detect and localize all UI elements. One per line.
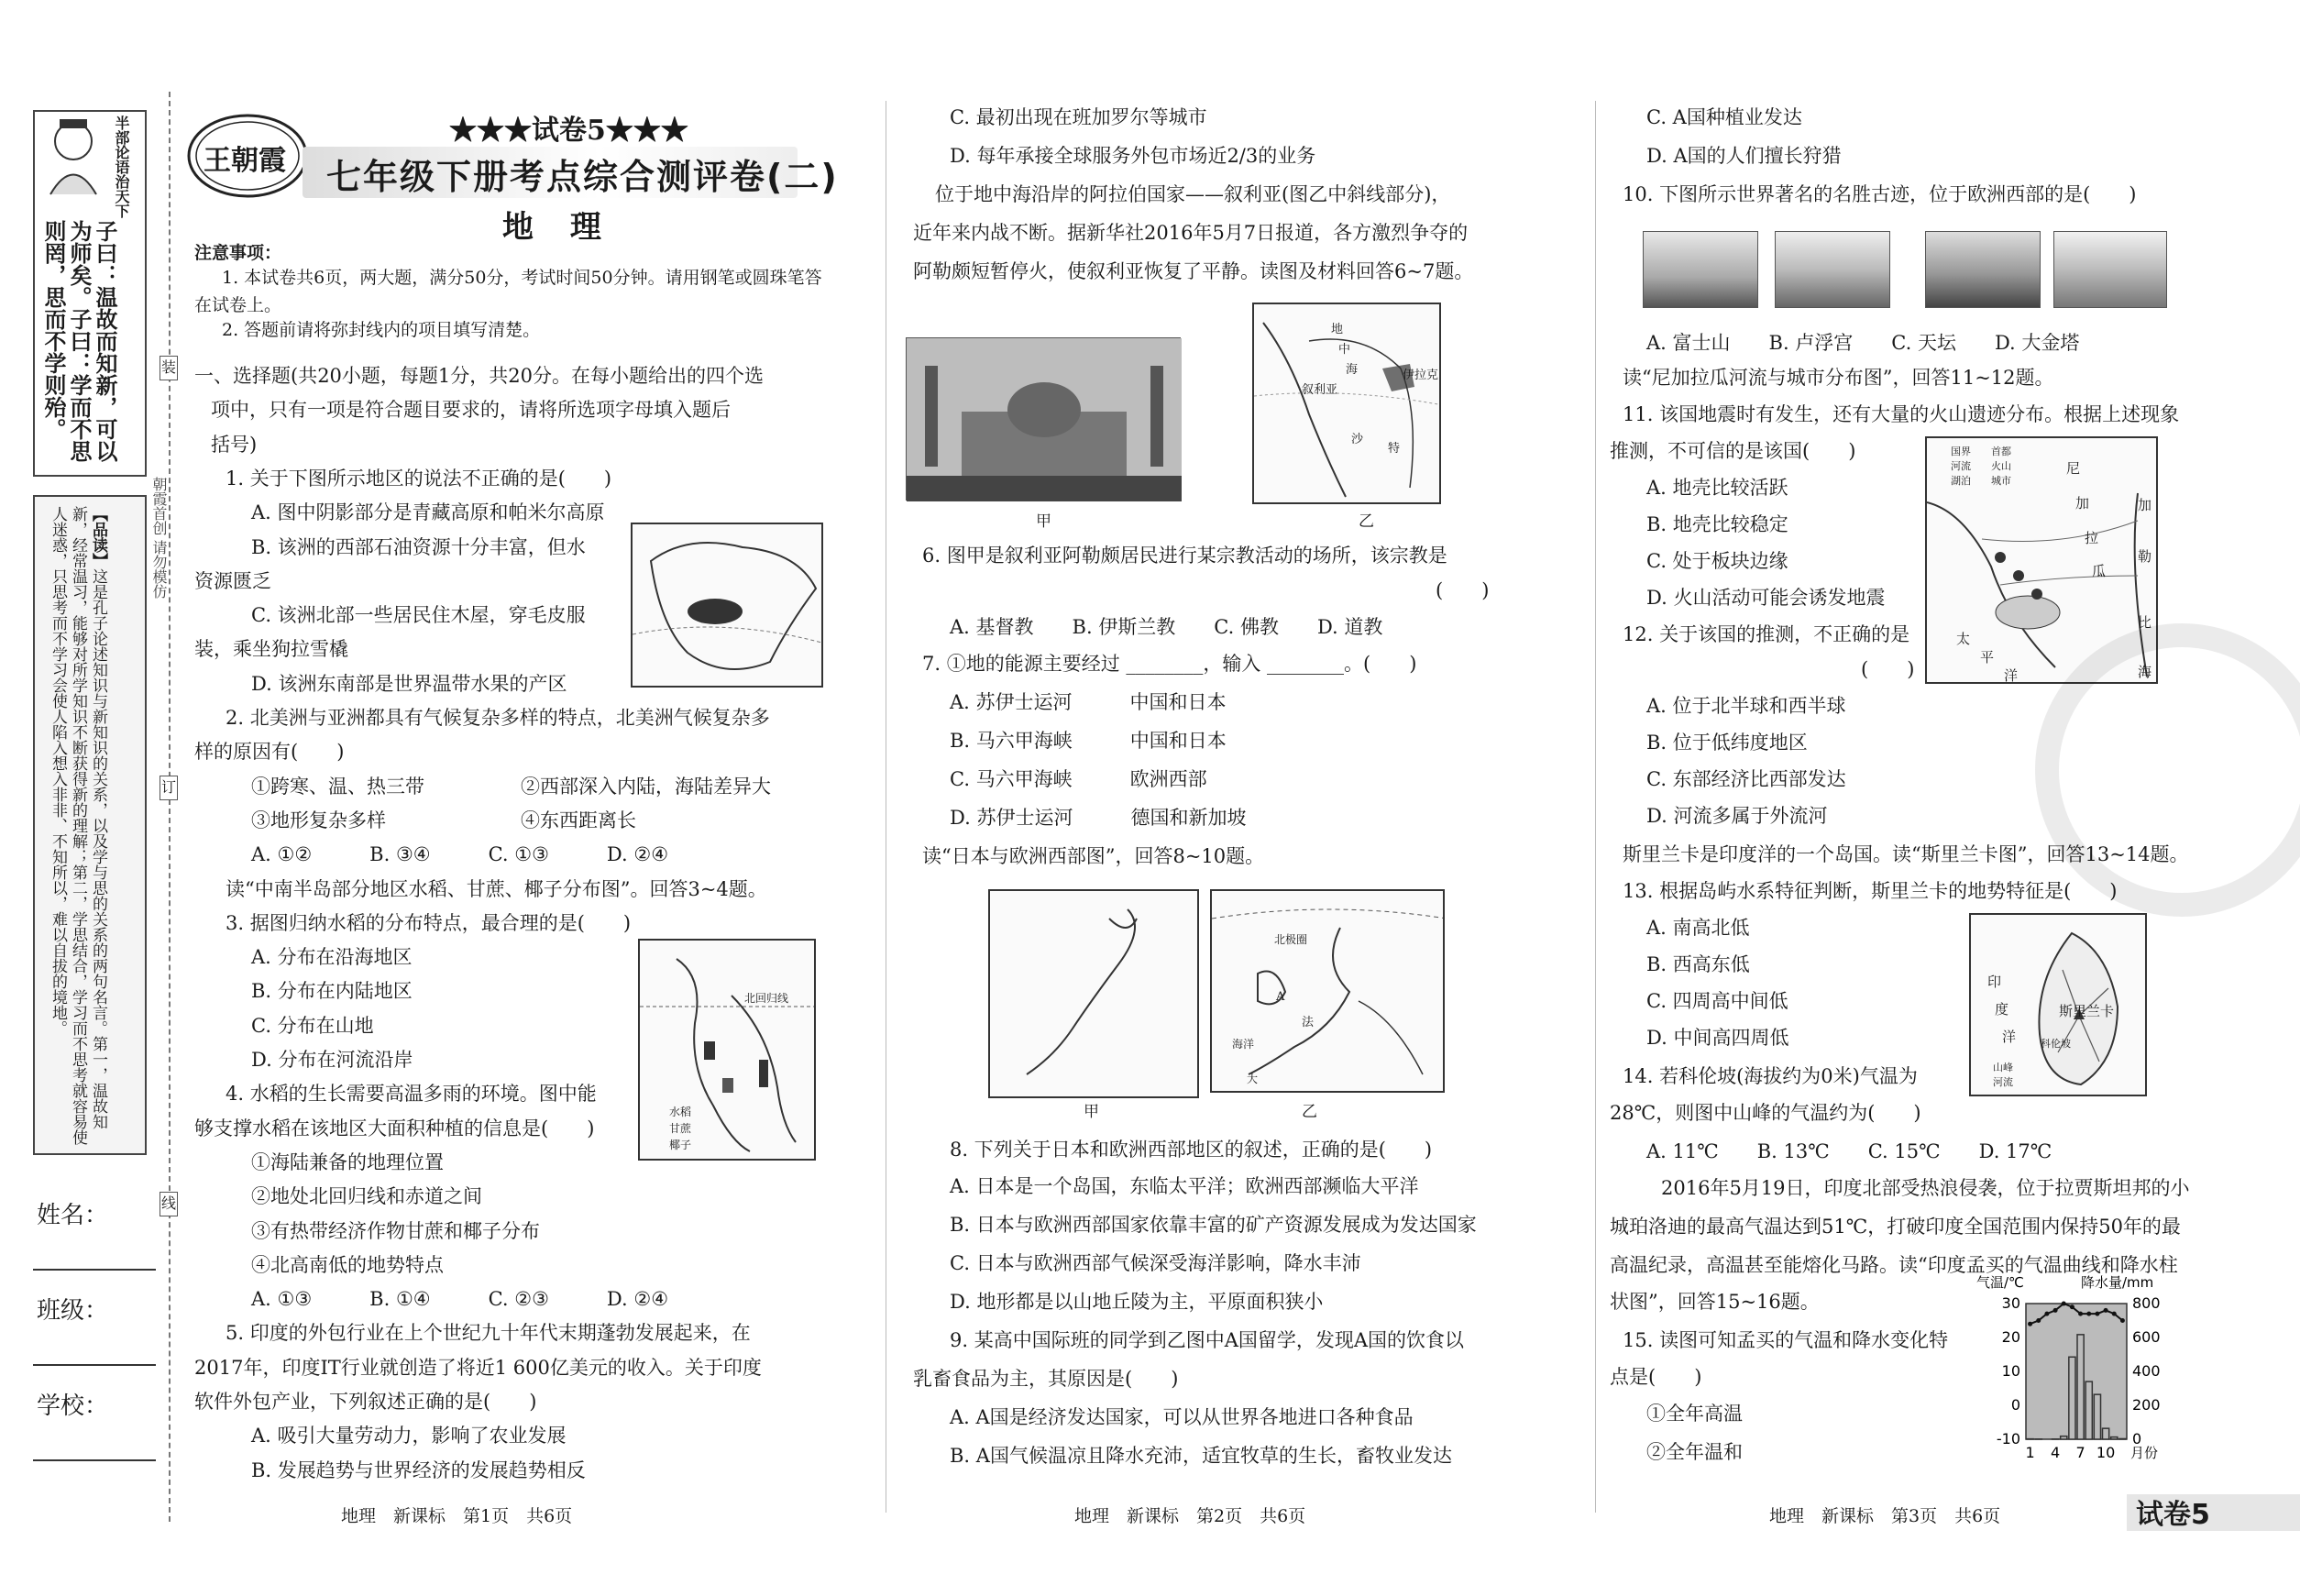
column1-line-19: B. 分布在内陆地区 [251, 980, 413, 1003]
column1-line-30: 2017年，印度IT行业就创造了将近1 600亿美元的收入。关于印度 [194, 1356, 762, 1379]
srilanka-label-2: 度 [1995, 1001, 2009, 1018]
syria-label-2: 中 [1338, 343, 1351, 357]
commentary-text [48, 506, 108, 1148]
x-axis-label: 月份 [2130, 1445, 2159, 1461]
left-tick-label: 0 [2010, 1396, 2020, 1414]
seal-char-1: 装 [160, 356, 178, 380]
right-tick-label: 0 [2132, 1430, 2142, 1447]
precip-bar [2061, 1436, 2067, 1439]
motto-title: 半部论语治天下 [113, 116, 130, 218]
temperature-point [2036, 1318, 2041, 1323]
column3-line-11: D. 火山活动可能会诱发地震 [1646, 587, 1886, 609]
notes-item-2: 2. 答题前请将弥封线内的项目填写清楚。 [222, 320, 541, 340]
temperature-point [2028, 1322, 2032, 1326]
column1-line-13: ①跨寒、温、热三带 ②西部深入内陆，海陆差异大 [251, 775, 771, 798]
nicaragua-label-9: 勒 [2138, 548, 2152, 565]
column1-line-24: ①海陆兼备的地理位置 [251, 1150, 444, 1173]
column3-line-25: 28℃，则图中山峰的气温约为( ) [1610, 1102, 1921, 1124]
nicaragua-label-2: 加 [2075, 495, 2090, 512]
column2-line-20: 9. 某高中国际班的同学到乙图中A国留学，发现A国的饮食以 [950, 1329, 1465, 1351]
column1-line-1: 一、选择题(共20小题，每题1分，共20分。在每小题给出的四个选 [194, 365, 764, 387]
fig-yi-label: 乙 [1359, 512, 1374, 531]
column1-line-11: 2. 北美洲与亚洲都具有气候复杂多样的特点，北美洲气候复杂多 [226, 707, 770, 729]
column2-line-6: 6. 图甲是叙利亚阿勒颇居民进行某宗教活动的场所，该宗教是 [922, 545, 1447, 567]
indochina-map [638, 939, 816, 1161]
srilanka-label-4: 斯里兰卡 [2059, 1003, 2115, 1019]
column1-line-25: ②地处北回归线和赤道之间 [251, 1185, 482, 1208]
name-line[interactable] [33, 1269, 156, 1271]
fig-jia-label: 甲 [1036, 512, 1051, 531]
temperature-point [2070, 1304, 2074, 1309]
seal-char-3: 线 [160, 1192, 178, 1216]
left-tick-label: 10 [2001, 1362, 2020, 1380]
column1-line-15: A. ①② B. ③④ C. ①③ D. ②④ [251, 843, 669, 866]
column2-line-21: 乳畜食品为主，其原因是( ) [913, 1368, 1179, 1390]
left-tick-label: 30 [2001, 1294, 2020, 1312]
column3-line-14: A. 位于北半球和西半球 [1646, 695, 1846, 717]
class-label: 班级： [37, 1297, 109, 1325]
asia-map-graphic [633, 524, 823, 688]
column2-line-3: 位于地中海沿岸的阿拉伯国家——叙利亚(图乙中斜线部分)， [935, 183, 1451, 205]
syria-map [1252, 303, 1441, 504]
right-tick-label: 600 [2132, 1328, 2161, 1346]
column2-line-5: 阿勒颇短暂停火，使叙利亚恢复了平静。读图及材料回答6~7题。 [913, 260, 1474, 282]
precip-bar [2103, 1428, 2109, 1439]
column1-line-31: 软件外包产业，下列叙述正确的是( ) [194, 1391, 537, 1413]
logo-text: 王朝霞 [204, 145, 286, 177]
indochina-legend-sugarcane: 甘蔗 [669, 1122, 692, 1135]
precip-bar [2069, 1357, 2075, 1439]
commentary-body: 这是孔子论述知识与新知识的关系，以及学与思的关系的两句名言。第一，温故知新，经常温习，能够对所学知识不断获得新的理解；第二，学思结合，学习而不思考就容易使人迷惑，只思考而不学习会使人陷入想入非非、不知所以，难以自拔的境地。 [49, 506, 107, 1145]
europe-label-5: 大 [1247, 1073, 1259, 1085]
column1-line-4: 1. 关于下图所示地区的说法不正确的是( ) [226, 467, 612, 490]
column3-line-32: 点是( ) [1610, 1366, 1702, 1388]
column3-line-13: ( ) [1861, 658, 1915, 680]
temperature-point [2086, 1312, 2091, 1316]
nicaragua-label-11: 海 [2138, 664, 2152, 680]
column1-line-8: C. 该洲北部一些居民住木屋，穿毛皮服 [251, 604, 586, 627]
column3-line-12: 12. 关于该国的推测，不正确的是 [1623, 623, 1910, 645]
column2-line-7: ( ) [1436, 579, 1490, 601]
column1-line-2: 项中，只有一项是符合题目要求的，请将所选项字母填入题后 [211, 399, 731, 422]
column1-line-21: D. 分布在河流沿岸 [251, 1049, 413, 1071]
confucius-quote: 子曰：温故而知新，可以为师矣。子曰：学而不思则罔，思而不学则殆。 [40, 220, 118, 462]
column2-line-11: B. 马六甲海峡 中国和日本 [950, 730, 1227, 752]
x-tick-label: 1 [2025, 1444, 2035, 1461]
mosque-photo [906, 337, 1181, 501]
temperature-point [2120, 1318, 2125, 1323]
europe-label-3: 海洋 [1232, 1038, 1255, 1051]
y-left-axis-label: 气温/℃ [1976, 1274, 2024, 1291]
column1-line-29: 5. 印度的外包行业在上个世纪九十年代末期蓬勃发展起来，在 [226, 1322, 751, 1345]
column3-line-30: 状图”，回答15~16题。 [1610, 1291, 1820, 1313]
nicaragua-legend-5: 湖泊 [1951, 475, 1971, 487]
column1-line-23: 够支撑水稻在该地区大面积种植的信息是( ) [194, 1117, 595, 1139]
column3-line-31: 15. 读图可知孟买的气温和降水变化特 [1623, 1329, 1949, 1351]
europe-label-1: 北极圈 [1274, 933, 1308, 946]
indochina-legend-coconut: 椰子 [669, 1139, 692, 1151]
srilanka-label-3: 洋 [2002, 1029, 2017, 1045]
europe-label-4: 法 [1302, 1016, 1315, 1029]
footer-page-3: 地理 新课标 第3页 共6页 [1769, 1506, 2001, 1526]
column3-line-23: D. 中间高四周低 [1646, 1027, 1789, 1049]
column3-line-17: D. 河流多属于外流河 [1646, 805, 1828, 827]
column2-line-17: B. 日本与欧洲西部国家依靠丰富的矿产资源发展成为发达国家 [950, 1214, 1477, 1236]
column2-line-15: 8. 下列关于日本和欧洲西部地区的叙述，正确的是( ) [950, 1139, 1433, 1161]
y-right-axis-label: 降水量/mm [2081, 1274, 2154, 1291]
left-tick-label: 20 [2001, 1328, 2020, 1346]
golden-pagoda-photo [2053, 231, 2167, 308]
temple-of-heaven-photo [1925, 231, 2041, 308]
temperature-point [2053, 1308, 2058, 1313]
column2-line-13: D. 苏伊士运河 德国和新加坡 [950, 807, 1247, 829]
column1-line-33: B. 发展趋势与世界经济的发展趋势相反 [251, 1458, 586, 1481]
nicaragua-legend-3: 河流 [1951, 460, 1971, 472]
column2-line-16: A. 日本是一个岛国，东临太平洋；欧洲西部濒临大平洋 [950, 1175, 1419, 1197]
mumbai-climate-chart [1971, 1271, 2182, 1463]
seal-char-2: 订 [160, 776, 178, 800]
column2-line-23: B. A国气候温凉且降水充沛，适宜牧草的生长，畜牧业发达 [950, 1445, 1452, 1467]
indochina-legend-rice: 水稻 [669, 1106, 692, 1118]
column1-line-26: ③有热带经济作物甘蔗和椰子分布 [251, 1219, 540, 1242]
nicaragua-legend-4: 火山 [1991, 460, 2011, 472]
nicaragua-label-6: 平 [1980, 649, 1995, 666]
column3-line-19: 13. 根据岛屿水系特征判断，斯里兰卡的地势特征是( ) [1623, 880, 2118, 902]
temperature-point [2044, 1312, 2049, 1316]
confucius-icon [37, 114, 110, 196]
exam-title: 七年级下册考点综合测评卷(二) [326, 157, 839, 197]
column3-line-29: 高温纪录，高温甚至能熔化马路。读“印度孟买的气温曲线和降水柱 [1610, 1254, 2178, 1276]
louvre-photo [1775, 231, 1890, 308]
commentary-label: 【品读】 [89, 506, 107, 568]
europe-map-graphic [1212, 891, 1445, 1093]
syria-label-6: 沙 [1351, 433, 1364, 446]
precip-bar [2111, 1437, 2118, 1439]
column3-line-4: A. 富士山 B. 卢浮宫 C. 天坛 D. 大金塔 [1646, 332, 2080, 354]
nicaragua-legend-1: 国界 [1951, 446, 1971, 457]
asia-map [631, 523, 823, 688]
column1-line-27: ④北高南低的地势特点 [251, 1253, 444, 1276]
copyright-stamp: 朝霞首创 请勿模仿 [150, 477, 168, 600]
nicaragua-legend-6: 城市 [1991, 475, 2011, 487]
syria-map-graphic [1254, 304, 1441, 504]
fuji-photo [1643, 231, 1758, 308]
column3-line-8: A. 地壳比较活跃 [1646, 477, 1788, 499]
europe-label-2: A [1276, 990, 1285, 1004]
footer-page-2: 地理 新课标 第2页 共6页 [1074, 1506, 1306, 1526]
column2-line-1: C. 最初出现在班加罗尔等城市 [950, 106, 1207, 128]
temperature-point [2078, 1312, 2083, 1316]
column1-line-18: A. 分布在沿海地区 [251, 946, 413, 969]
column3-line-16: C. 东部经济比西部发达 [1646, 768, 1846, 790]
column1-line-7: 资源匮乏 [194, 569, 271, 592]
x-tick-label: 10 [2096, 1444, 2116, 1461]
column2-line-14: 读“日本与欧洲西部图”，回答8~10题。 [922, 845, 1265, 867]
column3-line-18: 斯里兰卡是印度洋的一个岛国。读“斯里兰卡图”，回答13~14题。 [1623, 843, 2189, 865]
temperature-point [2112, 1312, 2117, 1316]
srilanka-legend-2: 河流 [1993, 1076, 2013, 1088]
column2-line-8: A. 基督教 B. 伊斯兰教 C. 佛教 D. 道教 [950, 616, 1383, 638]
syria-label-1: 地 [1331, 323, 1344, 336]
column3-line-20: A. 南高北低 [1646, 917, 1750, 939]
temperature-point [2104, 1308, 2108, 1313]
corner-label: 试卷5 [2136, 1499, 2210, 1531]
notes-heading: 注意事项： [194, 243, 282, 263]
europe-map [1210, 889, 1445, 1093]
mosque-icon [907, 338, 1182, 501]
japan-map-graphic [990, 891, 1199, 1098]
nicaragua-label-4: 瓜 [2092, 563, 2107, 579]
japan-label: 甲 [1084, 1103, 1099, 1121]
column1-line-12: 样的原因有( ) [194, 741, 345, 764]
subject-title: 地 理 [502, 209, 614, 246]
column-divider-2 [1595, 101, 1596, 1513]
column1-line-17: 3. 据图归纳水稻的分布特点，最合理的是( ) [226, 911, 632, 934]
column3-line-7: 推测，不可信的是该国( ) [1610, 440, 1856, 462]
column3-line-2: D. A国的人们擅长狩猎 [1646, 145, 1842, 167]
srilanka-legend-1: 山峰 [1993, 1062, 2013, 1073]
nicaragua-legend-2: 首都 [1991, 446, 2011, 457]
nicaragua-label-1: 尼 [2066, 460, 2081, 477]
precip-bar [2077, 1335, 2084, 1439]
column3-line-34: ②全年温和 [1646, 1441, 1743, 1463]
srilanka-label-5: 科伦坡 [2041, 1038, 2071, 1050]
column2-line-22: A. A国是经济发达国家，可以从世界各地进口各种食品 [950, 1406, 1414, 1428]
column3-line-33: ①全年高温 [1646, 1403, 1743, 1425]
volume-label: ★★★试卷5★★★ [449, 115, 688, 147]
column2-line-18: C. 日本与欧洲西部气候深受海洋影响，降水丰沛 [950, 1252, 1361, 1274]
name-label: 姓名： [37, 1202, 109, 1229]
left-tick-label: -10 [1996, 1430, 2020, 1447]
column3-line-3: 10. 下图所示世界著名的名胜古迹，位于欧洲西部的是( ) [1623, 183, 2137, 205]
column1-line-16: 读“中南半岛部分地区水稻、甘蔗、椰子分布图”。回答3~4题。 [226, 877, 767, 900]
syria-label-7: 特 [1388, 442, 1401, 456]
right-tick-label: 800 [2132, 1294, 2161, 1312]
precip-bar [2085, 1381, 2092, 1439]
column3-line-1: C. A国种植业发达 [1646, 106, 1802, 128]
column3-line-9: B. 地壳比较稳定 [1646, 513, 1788, 535]
column3-line-22: C. 四周高中间低 [1646, 990, 1788, 1012]
volume-text: 试卷5 [532, 115, 606, 147]
column3-line-6: 11. 该国地震时有发生，还有大量的火山遗迹分布。根据上述现象 [1623, 403, 2180, 425]
nicaragua-label-10: 比 [2138, 614, 2152, 631]
indochina-map-graphic [640, 941, 816, 1161]
column1-line-14: ③地形复杂多样 ④东西距离长 [251, 809, 636, 831]
school-label: 学校： [37, 1392, 109, 1420]
column1-line-9: 装，乘坐狗拉雪橇 [194, 638, 348, 661]
column3-line-10: C. 处于板块边缘 [1646, 550, 1788, 572]
nicaragua-label-3: 拉 [2085, 530, 2099, 546]
syria-label-5: 伊拉克 [1403, 369, 1439, 382]
column1-line-3: 括号) [211, 433, 258, 456]
column3-line-26: A. 11℃ B. 13℃ C. 15℃ D. 17℃ [1646, 1140, 2052, 1162]
europe-fig-label: 乙 [1302, 1103, 1317, 1121]
nicaragua-label-8: 加 [2138, 497, 2152, 513]
syria-label-4: 叙利亚 [1302, 383, 1338, 397]
seal-line [169, 92, 171, 1522]
notes-item-1-text: 1. 本试卷共6页，两大题，满分50分，考试时间50分钟。请用钢笔或圆珠笔答在试卷上。 [194, 268, 822, 315]
column3-line-27: 2016年5月19日，印度北部受热浪侵袭，位于拉贾斯坦邦的小 [1661, 1177, 2190, 1199]
right-tick-label: 400 [2132, 1362, 2161, 1380]
column1-line-22: 4. 水稻的生长需要高温多雨的环境。图中能 [226, 1083, 597, 1106]
column1-line-6: B. 该洲的西部石油资源十分丰富，但水 [251, 535, 586, 558]
precip-bar [2094, 1394, 2100, 1439]
nicaragua-label-5: 太 [1956, 631, 1971, 647]
column2-line-2: D. 每年承接全球服务外包市场近2/3的业务 [950, 145, 1316, 167]
column1-line-32: A. 吸引大量劳动力，影响了农业发展 [251, 1425, 567, 1447]
precip-bar [2119, 1438, 2126, 1439]
column3-line-15: B. 位于低纬度地区 [1646, 732, 1808, 754]
syria-label-3: 海 [1346, 363, 1359, 377]
japan-map [988, 889, 1199, 1098]
indochina-tropic-label: 北回归线 [744, 992, 789, 1005]
column3-line-21: B. 西高东低 [1646, 953, 1750, 975]
column2-line-4: 近年来内战不断。据新华社2016年5月7日报道，各方激烈争夺的 [913, 222, 1469, 244]
srilanka-label-1: 印 [1987, 974, 2002, 990]
column2-line-19: D. 地形都是以山地丘陵为主，平原面积狭小 [950, 1291, 1324, 1313]
column1-line-5: A. 图中阴影部分是青藏高原和帕米尔高原 [251, 501, 605, 524]
school-line[interactable] [33, 1459, 156, 1461]
column3-line-24: 14. 若科伦坡(海拔约为0米)气温为 [1623, 1065, 1918, 1087]
column2-line-10: A. 苏伊士运河 中国和日本 [950, 691, 1227, 713]
column3-line-28: 城珀洛迪的最高气温达到51℃，打破印度全国范围内保持50年的最 [1610, 1216, 2181, 1238]
column3-line-5: 读“尼加拉瓜河流与城市分布图”，回答11~12题。 [1623, 367, 2054, 389]
column2-line-12: C. 马六甲海峡 欧洲西部 [950, 768, 1207, 790]
class-line[interactable] [33, 1364, 156, 1366]
notes-item-1 [194, 264, 827, 319]
footer-page-1: 地理 新课标 第1页 共6页 [341, 1506, 573, 1526]
column1-line-28: A. ①③ B. ①④ C. ②③ D. ②④ [251, 1288, 669, 1311]
x-tick-label: 7 [2075, 1444, 2085, 1461]
column1-line-10: D. 该洲东南部是世界温带水果的产区 [251, 672, 567, 695]
confucius-portrait [37, 114, 110, 196]
temperature-point [2095, 1312, 2099, 1316]
x-tick-label: 4 [2050, 1444, 2061, 1461]
chart-frame [2026, 1304, 2127, 1439]
column1-line-20: C. 分布在山地 [251, 1014, 374, 1037]
temperature-point [2062, 1302, 2066, 1306]
nicaragua-label-7: 洋 [2004, 667, 2019, 684]
column2-line-9: 7. ①地的能源主要经过 ________，输入 ________。( ) [922, 653, 1417, 675]
right-tick-label: 200 [2132, 1396, 2161, 1414]
